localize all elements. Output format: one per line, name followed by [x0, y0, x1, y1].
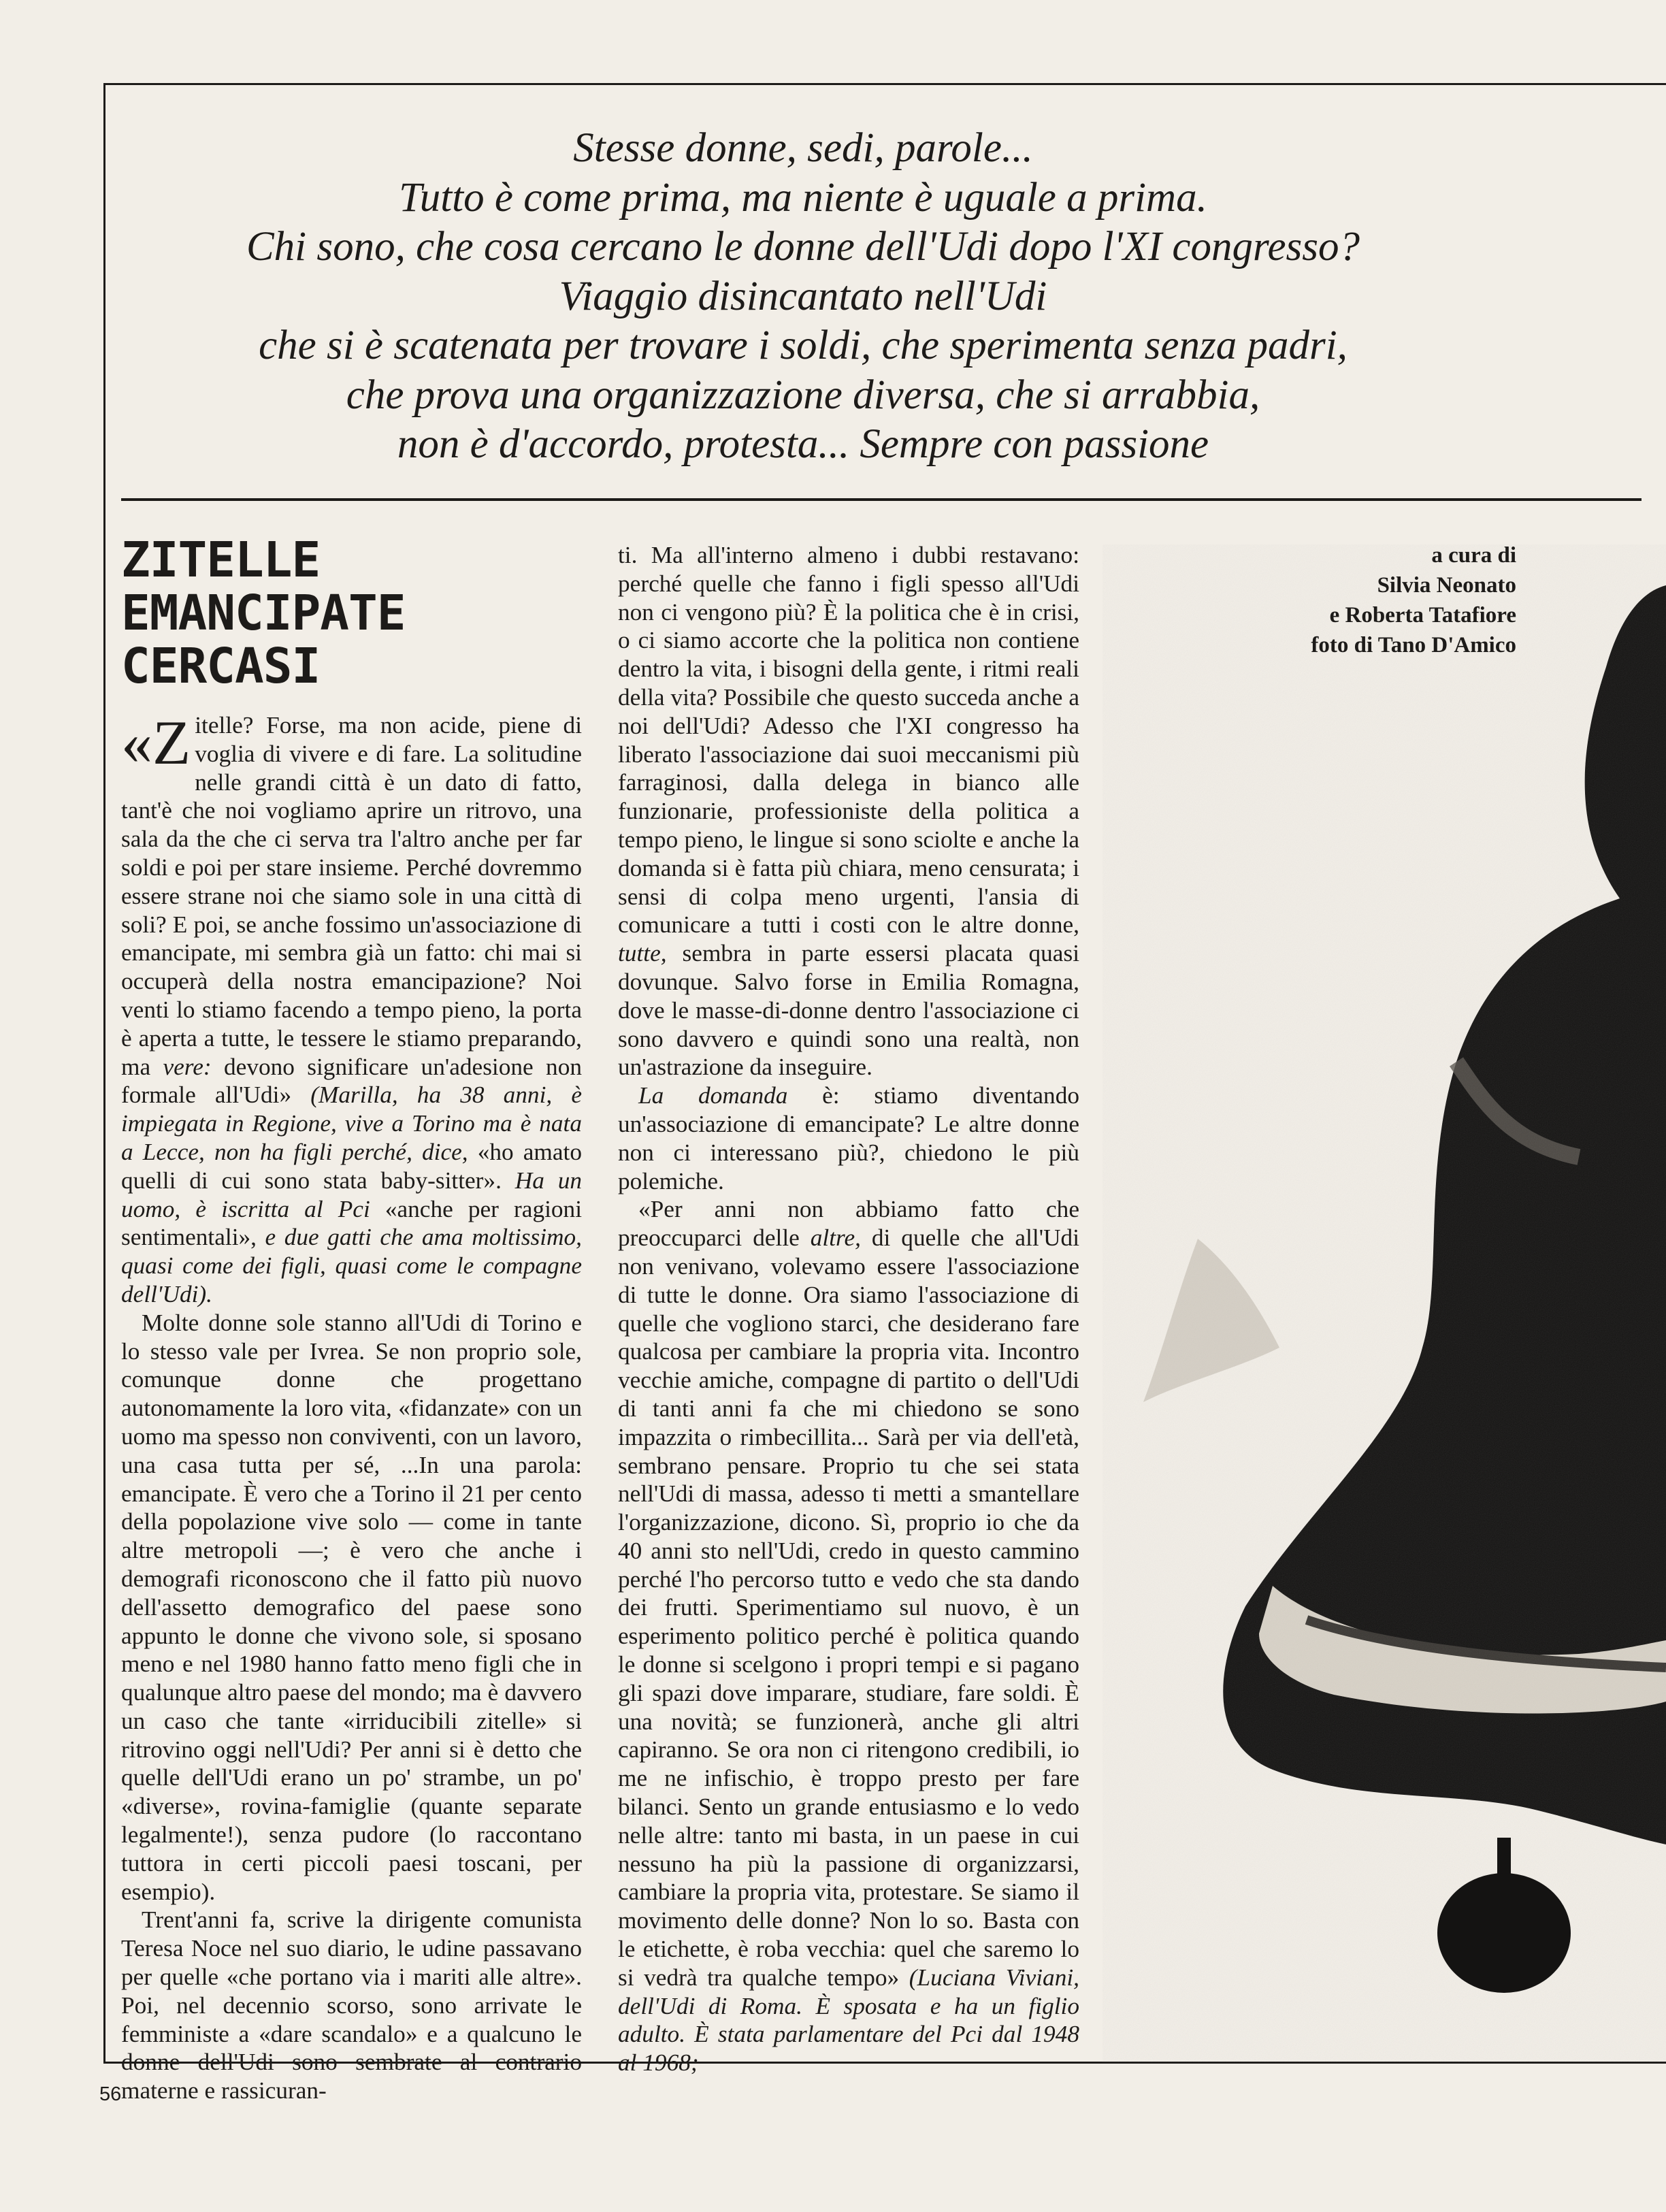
credit-line: e Roberta Tatafiore	[1329, 603, 1516, 628]
text-run: sembra in parte essersi placata quasi dovunque. Salvo forse in Emilia Romagna, dove le masse-di-donne dentro l'associazione ci sono davvero e quindi sono una realtà, non un'astrazione da inseguire.	[618, 940, 1079, 1081]
article-column-2	[618, 541, 1079, 2077]
title-line: ZITELLE	[121, 532, 321, 588]
title-line: EMANCIPATE	[121, 585, 406, 641]
text-run: «ho amato quelli di cui sono stata baby-sitter».	[121, 1138, 582, 1194]
drop-cap: «Z	[121, 708, 191, 777]
text-run-italic: (Marilla, ha 38 anni, è impiegata in Regione, vive a Torino ma è nata a Lecce, non ha figli perché, dice,	[121, 1081, 582, 1165]
section-divider	[121, 498, 1642, 501]
title-line: CERCASI	[121, 638, 321, 694]
intro-line: non è d'accordo, protesta... Sempre con passione	[397, 421, 1209, 467]
frame-top-border	[103, 83, 1666, 85]
credit-line: a cura di	[1431, 543, 1516, 568]
text-run-italic: altre,	[810, 1224, 861, 1252]
paragraph	[618, 541, 1079, 1081]
intro-standfirst	[136, 124, 1470, 470]
paragraph	[121, 708, 583, 1309]
text-run: ti. Ma all'interno almeno i dubbi restavano: perché quelle che fanno i figli spesso all'Udi non ci vengono più? È la politica che è in crisi, o ci siamo accorte che la politica non contiene dentro la vita, i bisogni della gente, i ritmi reali della vita? Possibile che questo succeda anche a noi dell'Udi? Adesso che l'XI congresso ha liberato l'associazione dai suoi meccanismi più farraginosi, dalla delega in bianco alle funzionarie, professioniste della politica a tempo pieno, le lingue si sono sciolte e anche la domanda si è fatta più chiara, meno censurata; i sensi di colpa meno urgenti, l'ansia di comunicare a tutti i costi con le altre donne,	[618, 542, 1079, 939]
paragraph: Molte donne sole stanno all'Udi di Torino e lo stesso vale per Ivrea. Se non proprio sole, comunque donne che progettano autonomamente la loro vita, «fidanzate» con un uomo ma spesso non conviventi, con un lavoro, una casa tutta per sé, ...In una parola: emancipate. È vero che a Torino il 21 per cento della popolazione vive solo — come in tante altre metropoli —; è vero che anche i demografi riconoscono che il fatto più nuovo dell'assetto demografico del paese sono appunto le donne che vivono sole, si sposano meno e nel 1980 hanno fatto meno figli che in qualunque altro paese del mondo; ma è davvero un caso che tante «irriducibili zitelle» si ritrovino oggi nell'Udi? Per anni si è detto che quelle dell'Udi erano un po' strambe, un po' «diverse», rovina-famiglie (quante separate legalmente!), senza pudore (lo raccontano tuttora in certi piccoli paesi toscani, per esempio).	[121, 1309, 582, 1905]
text-run-italic: vere:	[163, 1053, 212, 1080]
article-title	[121, 534, 582, 693]
text-run: «anche per ragioni sentimentali»,	[121, 1195, 583, 1251]
text-run: «Per anni non abbiamo fatto che preoccuparci delle	[618, 1196, 1079, 1252]
paragraph: Trent'anni fa, scrive la dirigente comunista Teresa Noce nel suo diario, le udine passavano per quelle «che portano via i mariti alle altre». Poi, nel decennio scorso, sono arrivate le femministe a «dare scandalo» e a qualcuno le donne dell'Udi sono sembrate al contrario materne e rassicuran-	[121, 1906, 582, 2104]
intro-line: Chi sono, che cosa cercano le donne dell'Udi dopo l'XI congresso?	[246, 224, 1360, 270]
text-run-italic: (Luciana Viviani, dell'Udi di Roma. È sposata e ha un figlio adulto. È stata parlamentare del Pci dal 1948 al 1968;	[618, 1964, 1079, 2077]
text-run-italic: Ha un uomo, è iscritta al Pci	[121, 1167, 583, 1222]
page-number: 56	[99, 2083, 122, 2105]
text-run: di quelle che all'Udi non venivano, volevamo essere l'associazione di tutte le donne. Ora siamo l'associazione di quelle che vogliono starci, che desiderano fare qualcosa per cambiare la propria vita. Incontro vecchie amiche, compagne di partito o dell'Udi di tanti anni fa che mi chiedono se sono impazzita o rimbecillita... Sarà per via dell'età, sembrano pensare. Proprio tu che sei stata nell'Udi di massa, adesso ti metti a smantellare l'organizzazione, dicono. Sì, proprio io che da 40 anni sto nell'Udi, credo in questo cammino perché l'ho percorso tutto e vedo che sta dando dei frutti. Sperimentiamo sul nuovo, è un esperimento politico perché è politica quando le donne si scelgono i propri tempi e si pagano gli spazi dove imparare, studiare, fare soldi. È una novità; se funzionerà, anche gli altri capiranno. Se ora non ci ritengono credibili, io me ne infischio, è troppo presto per fare bilanci. Sento un grande entusiasmo e lo vedo nelle altre: tanto mi basta, in un paese in cui nessuno ha più la passione di organizzarsi, cambiare la propria vita, protestare. Se siamo il movimento delle donne? Non lo so. Basta con le etichette, è roba vecchia: quel che saremo lo si vedrà tra qualche tempo»	[618, 1224, 1080, 1991]
paragraph	[618, 1195, 1079, 2077]
frame-left-border	[103, 83, 105, 2064]
intro-line: Tutto è come prima, ma niente è uguale a prima.	[399, 174, 1207, 221]
intro-line: che prova una organizzazione diversa, che si arrabbia,	[346, 372, 1260, 418]
text-run-italic: La domanda	[638, 1082, 788, 1109]
photo-figure-silhouette	[1102, 544, 1666, 2062]
text-run-italic: tutte,	[618, 940, 667, 967]
text-run: itelle? Forse, ma non acide, piene di voglia di vivere e di fare. La solitudine nelle grandi città è un dato di fatto, tant'è che noi vogliamo aprire un ritrovo, una sala da the che ci serva tra l'altro anche per far soldi e poi per stare insieme. Perché dovremmo essere strane noi che siamo sole in una città di soli? E poi, se anche fossimo un'associazione di emancipate, mi sembra già un fatto: chi mai si occuperà della nostra emancipazione? Noi venti lo stiamo facendo a tempo pieno, la porta è aperta a tutte, le tessere le stiamo preparando, ma	[121, 712, 582, 1080]
paragraph	[618, 1081, 1079, 1195]
intro-line: Viaggio disincantato nell'Udi	[559, 273, 1047, 319]
article-column-1	[121, 531, 582, 2105]
credit-line: Silvia Neonato	[1377, 573, 1516, 598]
credit-line: foto di Tano D'Amico	[1311, 633, 1516, 657]
article-credits	[1244, 540, 1516, 660]
text-run: devono significare un'adesione non formale all'Udi»	[121, 1053, 582, 1109]
text-run-italic: e due gatti che ama moltissimo, quasi come dei figli, quasi come le compagne dell'Udi).	[121, 1224, 582, 1307]
text-run: è: stiamo diventando un'associazione di emancipate? Le altre donne non ci interessano più?, chiedono le più polemiche.	[618, 1082, 1079, 1194]
intro-line: che si è scatenata per trovare i soldi, che sperimenta senza padri,	[259, 323, 1348, 368]
intro-line: Stesse donne, sedi, parole...	[573, 125, 1033, 171]
